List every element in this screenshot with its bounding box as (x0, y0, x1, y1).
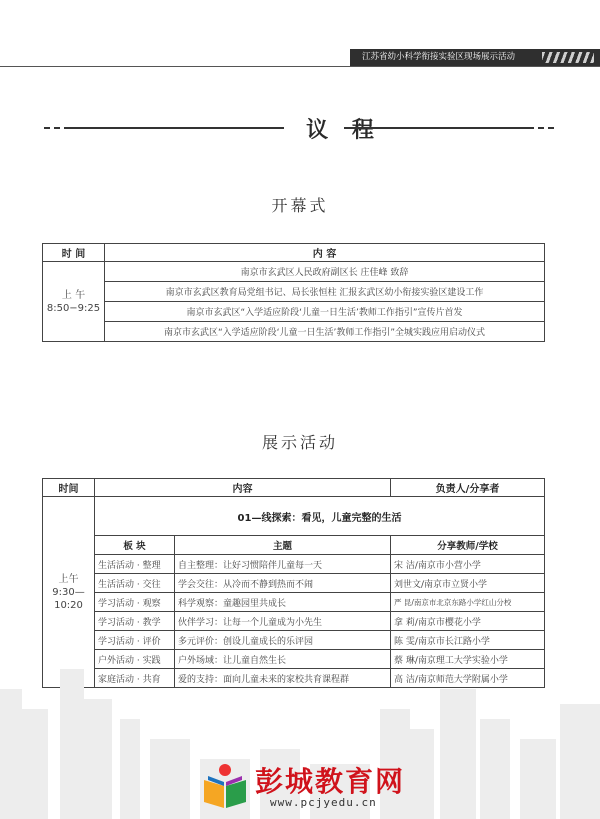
row-topic: 伙伴学习：让每一个儿童成为小先生 (175, 612, 391, 631)
exhibit-col-content: 内容 (95, 479, 391, 497)
opening-col-time: 时 间 (43, 244, 105, 262)
row-block: 家庭活动 · 共育 (95, 669, 175, 688)
opening-row: 南京市玄武区教育局党组书记、局长张恒柱 汇报玄武区幼小衔接实验区建设工作 (105, 282, 545, 302)
row-block: 学习活动 · 观察 (95, 593, 175, 612)
exhibit-title: 展示活动 (261, 433, 338, 452)
row-teacher: 高 洁/南京师范大学附属小学 (391, 669, 545, 688)
row-topic: 学会交往：从冷而不静到热而不闹 (175, 574, 391, 593)
row-topic: 爱的支持：面向儿童未来的家校共育课程群 (175, 669, 391, 688)
row-teacher: 刘世文/南京市立贤小学 (391, 574, 545, 593)
row-teacher: 宋 洁/南京市小营小学 (391, 555, 545, 574)
title-line-right (344, 127, 534, 129)
row-topic: 户外场域：让儿童自然生长 (175, 650, 391, 669)
opening-row: 南京市玄武区人民政府副区长 庄佳峰 致辞 (105, 262, 545, 282)
row-teacher: 陈 雯/南京市长江路小学 (391, 631, 545, 650)
row-teacher: 拿 莉/南京市樱花小学 (391, 612, 545, 631)
opening-row: 南京市玄武区“入学适应阶段‘儿童一日生活’教师工作指引”宣传片首发 (105, 302, 545, 322)
book-logo-icon (200, 762, 250, 810)
watermark-logo (200, 760, 440, 812)
opening-time: 上 午 8:50−9:25 (43, 262, 105, 342)
header-stripes (542, 52, 594, 63)
row-block: 生活活动 · 整理 (95, 555, 175, 574)
title-dash (538, 127, 544, 129)
opening-col-content: 内 容 (105, 244, 545, 262)
header-tag-text: 江苏省幼小科学衔接实验区现场展示活动 (362, 52, 516, 62)
row-block: 户外活动 · 实践 (95, 650, 175, 669)
title-dash (54, 127, 60, 129)
title-dash (44, 127, 50, 129)
row-teacher: 严 昆/南京市北京东路小学红山分校 (391, 593, 545, 612)
opening-table (42, 243, 545, 342)
row-block: 学习活动 · 教学 (95, 612, 175, 631)
exhibit-col-owner: 负责人/分享者 (391, 479, 545, 497)
row-topic: 多元评价：创设儿童成长的乐评园 (175, 631, 391, 650)
title-line-left (64, 127, 284, 129)
row-topic: 自主整理：让好习惯陪伴儿童每一天 (175, 555, 391, 574)
activity-title: 01—线探索：看见，儿童完整的生活 (95, 497, 545, 536)
watermark-name: 彭城教育网 (255, 765, 406, 798)
page-title: 议 程 (306, 117, 382, 143)
sub-col-teacher: 分享教师/学校 (391, 536, 545, 555)
opening-row: 南京市玄武区“入学适应阶段‘儿童一日生活’教师工作指引”全城实践应用启动仪式 (105, 322, 545, 342)
sub-col-topic: 主题 (175, 536, 391, 555)
exhibit-time: 上午 9:30— 10:20 (43, 497, 95, 688)
opening-title: 开幕式 (271, 196, 329, 215)
row-topic: 科学观察：童趣园里共成长 (175, 593, 391, 612)
watermark-url: www.pcjyedu.cn (270, 796, 377, 809)
exhibit-table (42, 478, 545, 688)
title-dash (548, 127, 554, 129)
agenda-title-row (44, 113, 554, 143)
header-tag (350, 49, 600, 66)
row-teacher: 蔡 琳/南京理工大学实验小学 (391, 650, 545, 669)
row-block: 生活活动 · 交往 (95, 574, 175, 593)
sub-col-block: 板 块 (95, 536, 175, 555)
exhibit-col-time: 时间 (43, 479, 95, 497)
row-block: 学习活动 · 评价 (95, 631, 175, 650)
